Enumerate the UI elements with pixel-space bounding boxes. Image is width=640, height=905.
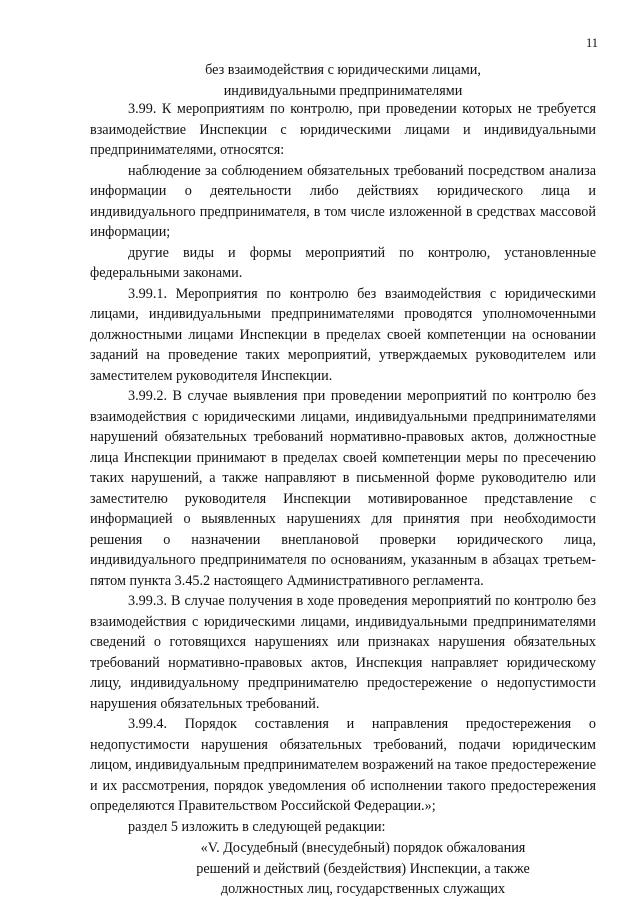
page-number: 11: [585, 36, 598, 50]
section-title-line: решений и действий (бездействия) Инспекции, а также: [196, 860, 530, 877]
heading-line: без взаимодействия с юридическими лицами,: [205, 62, 481, 78]
heading-line: индивидуальными предпринимателями: [223, 82, 463, 99]
section-title-line: должностных лиц, государственных служащих: [220, 881, 506, 897]
paragraph-observation: наблюдение за соблюдением обязательных требований посредством анализа информации о деятельности либо действиях юридического лица и индивидуального предпринимателя, в том числе изложенной в средствах массовой информации;: [90, 162, 596, 240]
section-title-line: «V. Досудебный (внесудебный) порядок обжалования: [200, 840, 526, 856]
document-page: [90, 0, 596, 905]
paragraph-3-99-4: 3.99.4. Порядок составления и направления предостережения о недопустимости нарушения обязательных требований, подачи юридическим лицом, индивидуальным предпринимателем возражений на такое предостережение и их рассмотрения, порядок уведомления об исполнении такого предостережения определяются Правительством Российской Федерации.»;: [90, 716, 596, 814]
section-title: [90, 838, 596, 900]
paragraph-3-99-3: 3.99.3. В случае получения в ходе проведения мероприятий по контролю без взаимодействия с юридическими лицами, индивидуальными предпринимателями сведений о готовящихся нарушениях или признаках нарушения обязательных требований нормативно-правовых актов, Инспекция направляет юридическому лицу, индивидуальному предпринимателю предостережение о недопустимости нарушения обязательных требований.: [90, 593, 596, 712]
heading-continuation: [90, 60, 596, 101]
paragraph-section-5: раздел 5 изложить в следующей редакции:: [128, 818, 386, 835]
paragraph-3-99: 3.99. К мероприятиям по контролю, при проведении которых не требуется взаимодействие Инспекции с юридическими лицами и индивидуальными предпринимателями, относятся:: [90, 101, 596, 158]
paragraph-3-99-1: 3.99.1. Мероприятия по контролю без взаимодействия с юридическими лицами, индивидуальными предпринимателями проводятся уполномоченными должностными лицами Инспекции в пределах своей компетенции на основании заданий на проведение таких мероприятий, утверждаемых руководителем или заместителем руководителя Инспекции.: [90, 285, 596, 384]
document-body: [90, 99, 596, 900]
paragraph-other-forms: другие виды и формы мероприятий по контролю, установленные федеральными законами.: [90, 244, 596, 281]
paragraph-3-99-2: 3.99.2. В случае выявления при проведении мероприятий по контролю без взаимодействия с юридическими лицами, индивидуальными предпринимателями нарушений обязательных требований нормативно-правовых актов, должностные лица Инспекции принимают в пределах своей компетенции меры по пресечению таких нарушений, а также направляют в письменной форме руководителю или заместителю руководителя Инспекции мотивированное представление с информацией о выявленных нарушениях для принятия при необходимости решения о назначении внеплановой проверки юридического лица, индивидуального предпринимателя по основаниям, указанным в абзацах третьем-пятом пункта 3.45.2 настоящего Административного регламента.: [90, 388, 596, 589]
